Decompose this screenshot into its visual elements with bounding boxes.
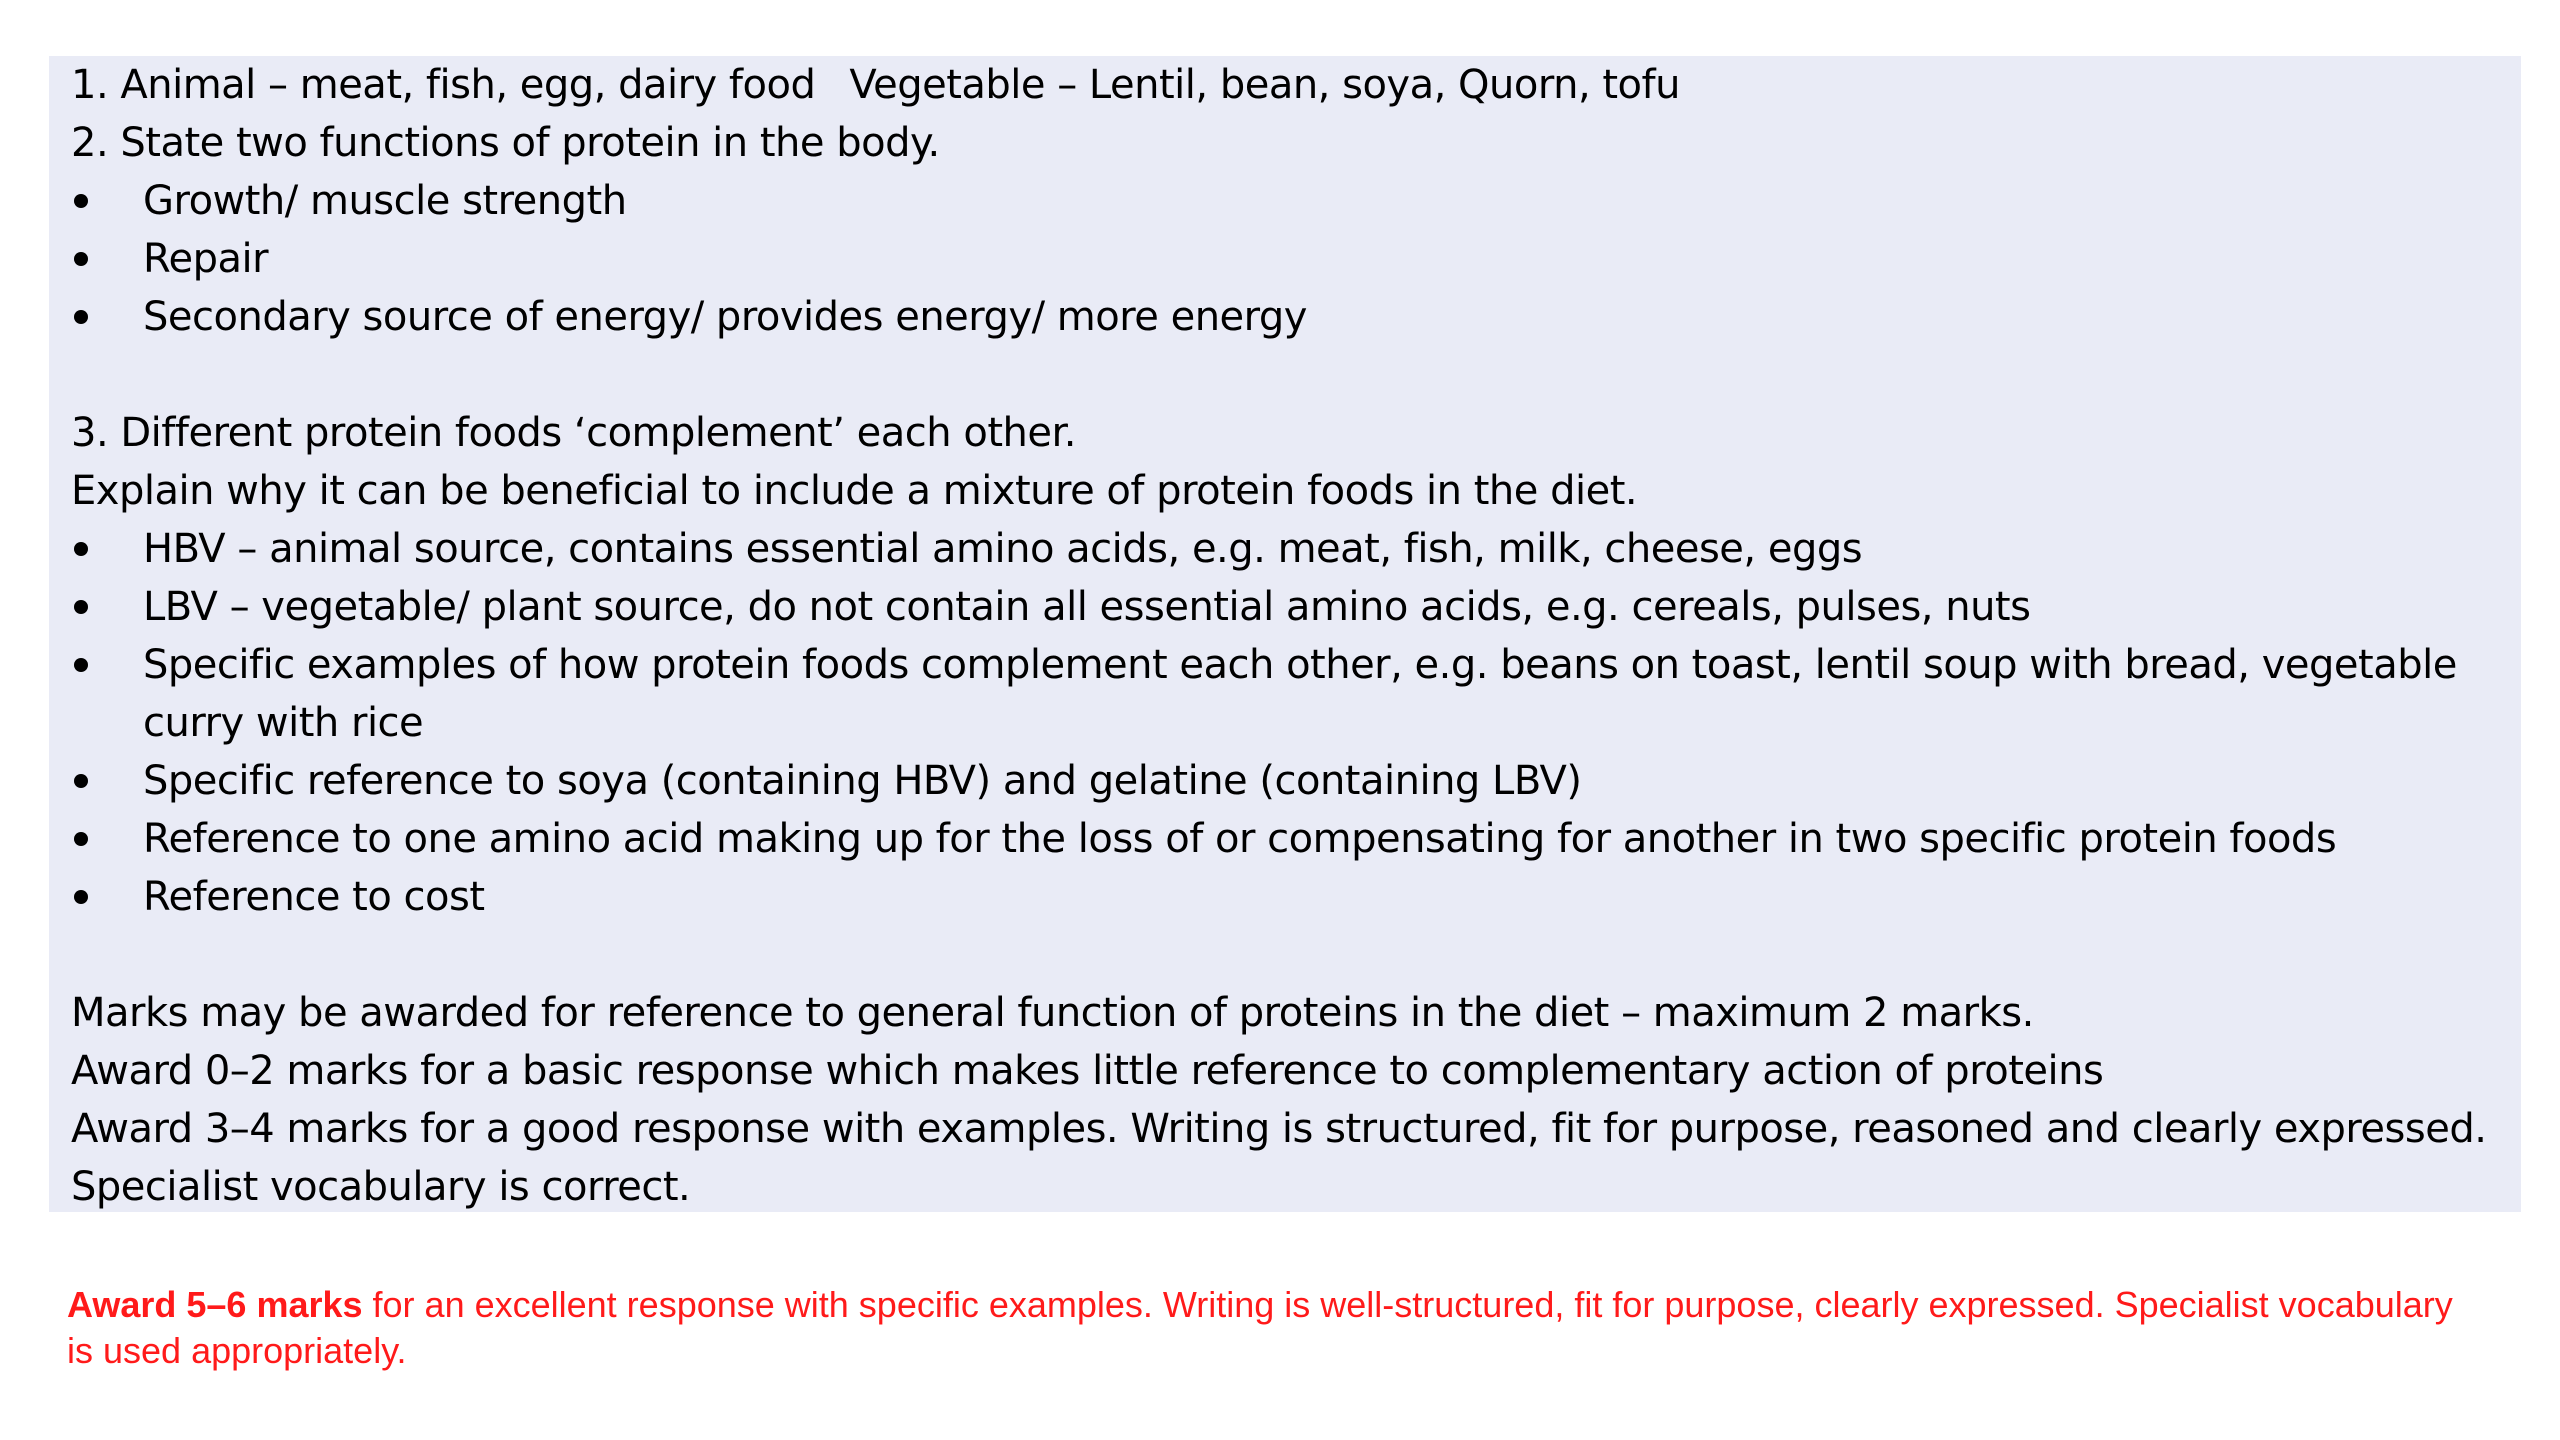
bullet-icon [74,832,88,846]
award-note [67,1282,2467,1374]
q1-vegetable: Vegetable – Lentil, bean, soya, Quorn, tofu [849,62,1680,108]
bullet-icon [74,194,88,208]
marks-note-good: Award 3–4 marks for a good response with examples. Writing is structured, fit for purpose, reasoned and clearly expressed. [71,1106,2487,1152]
mark-scheme-content [71,56,2499,1216]
list-item-text: Secondary source of energy/ provides energy/ more energy [143,294,1307,340]
list-item-text: Repair [143,236,269,282]
list-item-text: LBV – vegetable/ plant source, do not contain all essential amino acids, e.g. cereals, pulses, nuts [143,584,2031,630]
list-item [71,288,2499,346]
q3-question: 3. Different protein foods ‘complement’ each other. [71,410,1076,456]
list-item-text: Reference to cost [143,874,485,920]
marks-note-general: Marks may be awarded for reference to general function of proteins in the diet – maximum 2 marks. [71,990,2034,1036]
list-item-continuation: curry with rice [143,700,424,746]
mark-scheme-panel [49,56,2521,1212]
list-item [71,752,2499,810]
bullet-icon [74,658,88,672]
list-item-text: Specific reference to soya (containing HBV) and gelatine (containing LBV) [143,758,1582,804]
bullet-icon [74,600,88,614]
award-note-bold: Award 5–6 marks [67,1284,363,1325]
marks-note-basic: Award 0–2 marks for a basic response which makes little reference to complementary action of proteins [71,1048,2104,1094]
list-item [71,230,2499,288]
list-item [71,520,2499,578]
bullet-icon [74,252,88,266]
list-item [71,868,2499,926]
spacer [71,346,2499,404]
spacer [71,926,2499,984]
bullet-icon [74,310,88,324]
marks-note-vocabulary: Specialist vocabulary is correct. [71,1164,691,1210]
list-item [71,810,2499,868]
award-note-text: for an excellent response with specific examples. Writing is well-structured, fit for purpose, clearly expressed. Specialist vocabulary is used appropriately. [67,1284,2453,1371]
list-item-text: Reference to one amino acid making up for the loss of or compensating for another in two specific protein foods [143,816,2337,862]
list-item-text: Growth/ muscle strength [143,178,627,224]
q3-prompt: Explain why it can be beneficial to include a mixture of protein foods in the diet. [71,468,1638,514]
bullet-icon [74,890,88,904]
q1-answer [71,56,2499,114]
bullet-icon [74,542,88,556]
q2-question: 2. State two functions of protein in the body. [71,120,940,166]
list-item [71,578,2499,636]
list-item [71,172,2499,230]
list-item-text: Specific examples of how protein foods complement each other, e.g. beans on toast, lentil soup with bread, vegetable [143,642,2457,688]
list-item [71,636,2499,694]
bullet-icon [74,774,88,788]
list-item-text: HBV – animal source, contains essential amino acids, e.g. meat, fish, milk, cheese, eggs [143,526,1863,572]
q1-animal: 1. Animal – meat, fish, egg, dairy food [71,62,816,108]
